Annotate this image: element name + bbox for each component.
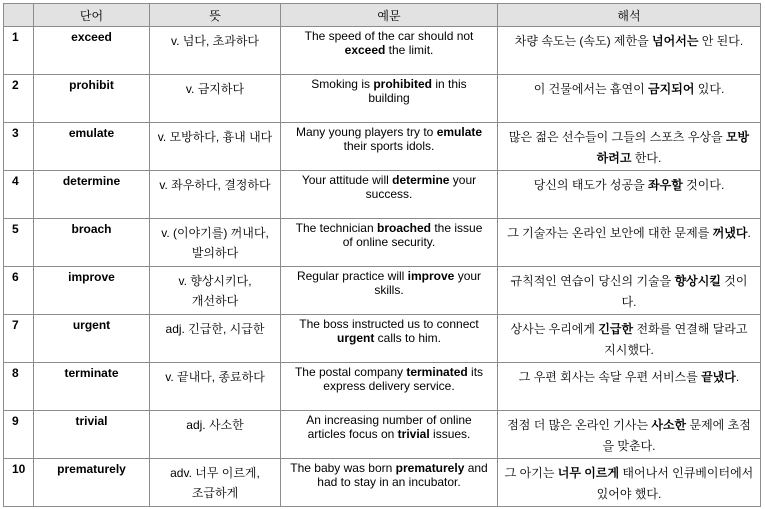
word-meaning [150, 459, 281, 507]
word-meaning [150, 363, 281, 411]
example-highlight: broached [377, 221, 432, 235]
translation-sentence [498, 75, 761, 123]
translation-text: 문제에 초점을 맞춘다. [602, 418, 751, 453]
row-number: 7 [4, 315, 34, 363]
translation-text: 그 아기는 [504, 466, 558, 480]
vocab-word: determine [34, 171, 150, 219]
translation-highlight: 끝냈다 [701, 370, 736, 384]
row-number: 2 [4, 75, 34, 123]
example-text: An increasing number of online articles focus on [306, 413, 472, 441]
word-meaning [150, 75, 281, 123]
example-text: Many young players try to [295, 125, 437, 139]
row-number: 1 [4, 27, 34, 75]
word-meaning [150, 27, 281, 75]
example-text: and had to stay in an incubator. [317, 461, 488, 489]
translation-text: 것이다. [621, 274, 748, 309]
vocab-word: exceed [34, 27, 150, 75]
example-text: in this building [368, 77, 467, 105]
vocab-word: prohibit [34, 75, 150, 123]
meaning-line: v. 모방하다, 흉내 내다 [157, 130, 273, 144]
example-text: Smoking is [311, 77, 374, 91]
table-row [4, 75, 761, 123]
example-highlight: prohibited [373, 77, 432, 91]
translation-sentence [498, 411, 761, 459]
translation-sentence [498, 315, 761, 363]
header-number [4, 4, 34, 27]
header-translation: 해석 [498, 4, 761, 27]
translation-sentence [498, 123, 761, 171]
example-text: your skills. [374, 269, 482, 297]
example-text: issues. [429, 427, 471, 441]
row-number: 8 [4, 363, 34, 411]
translation-text: . [747, 226, 751, 240]
word-meaning [150, 219, 281, 267]
translation-text: . [735, 370, 740, 384]
row-number: 5 [4, 219, 34, 267]
word-meaning [150, 315, 281, 363]
translation-text: 한다. [631, 151, 662, 165]
example-sentence [281, 219, 498, 267]
example-highlight: trivial [397, 427, 430, 441]
row-number: 6 [4, 267, 34, 315]
translation-text: 이 건물에서는 흡연이 [533, 82, 649, 96]
example-text: the limit. [385, 43, 434, 57]
table-row [4, 411, 761, 459]
meaning-line: adj. 긴급한, 시급한 [165, 322, 265, 336]
translation-text: 안 된다. [698, 34, 744, 48]
example-sentence [281, 411, 498, 459]
table-row [4, 171, 761, 219]
row-number: 9 [4, 411, 34, 459]
header-meaning: 뜻 [150, 4, 281, 27]
vocab-word: prematurely [34, 459, 150, 507]
translation-sentence [498, 459, 761, 507]
header-row [4, 4, 761, 27]
translation-text: 것이다. [682, 178, 725, 192]
translation-highlight: 사소한 [651, 418, 687, 432]
table-row [4, 219, 761, 267]
header-example: 예문 [281, 4, 498, 27]
table-body [4, 27, 761, 507]
example-sentence [281, 75, 498, 123]
meaning-line: 발의하다 [191, 246, 239, 260]
meaning-line: v. 향상시키다, [178, 274, 252, 288]
vocab-word: terminate [34, 363, 150, 411]
translation-text: 있다. [694, 82, 725, 96]
example-sentence [281, 459, 498, 507]
table-row [4, 459, 761, 507]
example-sentence [281, 315, 498, 363]
row-number: 10 [4, 459, 34, 507]
translation-text: 많은 젊은 선수들이 그들의 스포츠 우상을 [508, 130, 726, 144]
example-highlight: improve [407, 269, 455, 283]
translation-highlight: 향상시킬 [674, 274, 721, 288]
meaning-line: v. 끝내다, 종료하다 [165, 370, 265, 384]
meaning-line: v. 좌우하다, 결정하다 [159, 178, 271, 192]
row-number: 4 [4, 171, 34, 219]
row-number: 3 [4, 123, 34, 171]
table-row [4, 123, 761, 171]
example-text: Regular practice will [296, 269, 408, 283]
translation-sentence [498, 363, 761, 411]
table-row [4, 27, 761, 75]
example-text: calls to him. [374, 331, 442, 345]
translation-highlight: 넘어서는 [652, 34, 699, 48]
meaning-line: 개선하다 [191, 294, 239, 308]
example-highlight: terminated [406, 365, 468, 379]
translation-text: 그 우편 회사는 속달 우편 서비스를 [518, 370, 702, 384]
translation-text: 점점 더 많은 온라인 기사는 [507, 418, 652, 432]
example-text: your success. [365, 173, 477, 201]
example-sentence [281, 363, 498, 411]
translation-text: 상사는 우리에게 [510, 322, 599, 336]
example-text: the issue of online security. [342, 221, 483, 249]
example-highlight: prematurely [395, 461, 465, 475]
translation-text: 차량 속도는 (속도) 제한을 [514, 34, 653, 48]
table-row [4, 315, 761, 363]
translation-sentence [498, 219, 761, 267]
translation-highlight: 긴급한 [598, 322, 634, 336]
word-meaning [150, 123, 281, 171]
translation-sentence [498, 267, 761, 315]
translation-text: 그 기술자는 온라인 보안에 대한 문제를 [507, 226, 713, 240]
translation-highlight: 꺼냈다 [712, 226, 748, 240]
example-sentence [281, 27, 498, 75]
table-row [4, 363, 761, 411]
translation-sentence [498, 171, 761, 219]
example-text: its express delivery service. [323, 365, 484, 393]
translation-text: 전화를 연결해 달라고 지시했다. [604, 322, 748, 357]
example-sentence [281, 171, 498, 219]
vocab-word: trivial [34, 411, 150, 459]
example-text: Your attitude will [301, 173, 393, 187]
example-highlight: urgent [336, 331, 375, 345]
meaning-line: v. (이야기를) 꺼내다, [161, 226, 269, 240]
meaning-line: adv. 너무 이르게, [170, 466, 260, 480]
meaning-line: v. 금지하다 [185, 82, 245, 96]
translation-highlight: 모방하려고 [596, 130, 750, 165]
vocab-word: urgent [34, 315, 150, 363]
vocabulary-table [3, 3, 761, 507]
example-sentence [281, 267, 498, 315]
translation-highlight: 금지되어 [648, 82, 695, 96]
translation-text: 규칙적인 연습이 당신의 기술을 [510, 274, 675, 288]
example-text: The postal company [294, 365, 407, 379]
translation-highlight: 좌우할 [648, 178, 683, 192]
word-meaning [150, 267, 281, 315]
example-text: The technician [295, 221, 377, 235]
example-sentence [281, 123, 498, 171]
word-meaning [150, 411, 281, 459]
example-text: The baby was born [290, 461, 396, 475]
example-highlight: emulate [436, 125, 483, 139]
translation-highlight: 너무 이르게 [557, 466, 620, 480]
word-meaning [150, 171, 281, 219]
translation-text: 당신의 태도가 성공을 [533, 178, 649, 192]
meaning-line: 조급하게 [191, 486, 239, 500]
table-row [4, 267, 761, 315]
meaning-line: v. 넘다, 초과하다 [171, 34, 259, 48]
example-text: The boss instructed us to connect [299, 317, 479, 331]
example-text: their sports idols. [343, 139, 435, 153]
header-word: 단어 [34, 4, 150, 27]
example-highlight: determine [392, 173, 450, 187]
vocab-word: emulate [34, 123, 150, 171]
translation-text: 태어나서 인큐베이터에서 있어야 했다. [596, 466, 754, 501]
example-text: The speed of the car should not [304, 29, 474, 43]
example-highlight: exceed [344, 43, 386, 57]
vocab-word: improve [34, 267, 150, 315]
translation-sentence [498, 27, 761, 75]
vocab-word: broach [34, 219, 150, 267]
meaning-line: adj. 사소한 [186, 418, 244, 432]
